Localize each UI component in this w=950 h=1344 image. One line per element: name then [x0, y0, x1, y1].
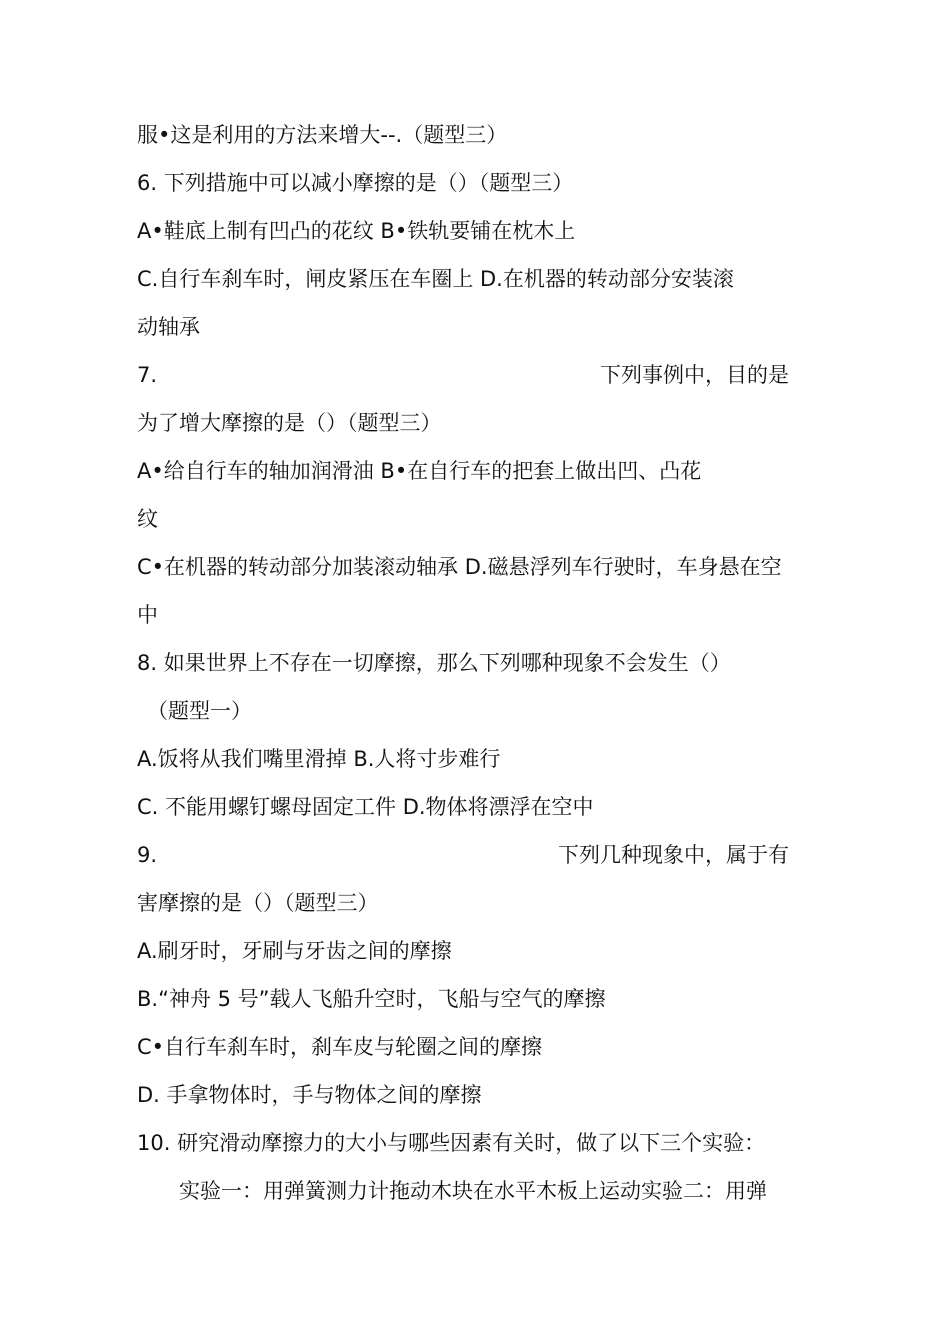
question-8-type: （题型一）: [147, 699, 252, 723]
question-6: 6. 下列措施中可以减小摩擦的是（）（题型三）: [137, 171, 574, 195]
question-10: 10. 研究滑动摩擦力的大小与哪些因素有关时，做了以下三个实验：: [137, 1131, 766, 1155]
question-6-options-cd-cont: 动轴承: [137, 315, 200, 339]
question-7-text-right: 下列事例中，目的是: [600, 363, 789, 387]
question-7-options-cd-cont: 中: [137, 603, 158, 627]
question-6-options-cd: C.自行车刹车时，闸皮紧压在车圈上 D.在机器的转动部分安装滚: [137, 267, 734, 291]
question-8-options-cd: C. 不能用螺钉螺母固定工件 D.物体将漂浮在空中: [137, 795, 594, 819]
question-6-options-ab: A•鞋底上制有凹凸的花纹 B•铁轨要铺在枕木上: [137, 219, 576, 243]
question-7-options-cd: C•在机器的转动部分加装滚动轴承 D.磁悬浮列车行驶时，车身悬在空: [137, 555, 782, 579]
question-9-option-c: C•自行车刹车时，刹车皮与轮圈之间的摩擦: [137, 1035, 543, 1059]
question-9-number: 9.: [137, 843, 158, 867]
question-10-experiment: 实验一：用弹簧测力计拖动木块在水平木板上运动实验二：用弹: [179, 1179, 767, 1203]
text-line: 服•这是利用的方法来增大--.（题型三）: [137, 123, 508, 147]
question-9-option-d: D. 手拿物体时，手与物体之间的摩擦: [137, 1083, 482, 1107]
question-9-text-right: 下列几种现象中，属于有: [558, 843, 789, 867]
question-9-option-a: A.刷牙时，牙刷与牙齿之间的摩擦: [137, 939, 452, 963]
question-7-options-ab-cont: 纹: [137, 507, 158, 531]
question-7-number: 7.: [137, 363, 158, 387]
question-7-options-ab: A•给自行车的轴加润滑油 B•在自行车的把套上做出凹、凸花: [137, 459, 702, 483]
question-8-options-ab: A.饭将从我们嘴里滑掉 B.人将寸步难行: [137, 747, 501, 771]
question-8: 8. 如果世界上不存在一切摩擦，那么下列哪种现象不会发生（）: [137, 651, 731, 675]
question-9-text-cont: 害摩擦的是（）（题型三）: [137, 891, 379, 915]
question-7-text-cont: 为了增大摩擦的是（）（题型三）: [137, 411, 442, 435]
question-9-option-b: B.“神舟 5 号”载人飞船升空时，飞船与空气的摩擦: [137, 987, 606, 1011]
